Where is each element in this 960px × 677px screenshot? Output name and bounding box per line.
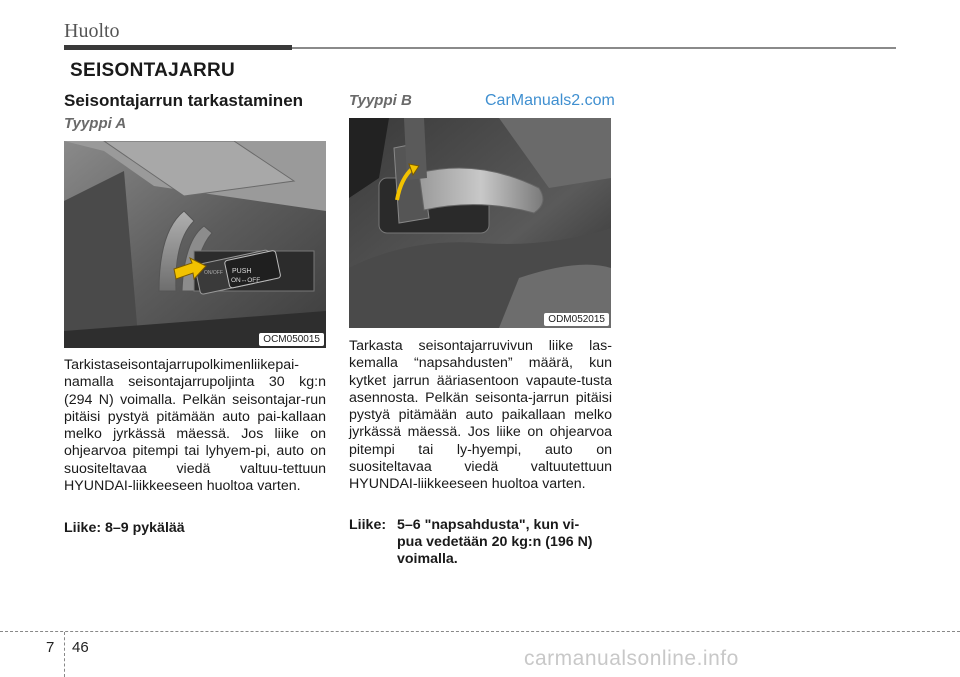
chapter-number: 7 [46,639,55,656]
type-a-label: Tyyppi A [64,115,127,132]
parking-brake-lever-photo [349,118,611,328]
footer-rule [0,631,960,632]
header-rule-dark [64,45,292,50]
right-note-line-3: voimalla. [397,551,458,567]
left-note: Liike: 8–9 pykälää [64,520,185,536]
watermark: CarManuals2.com [485,92,615,109]
page-title: SEISONTAJARRU [70,60,236,81]
image-code-left: OCM050015 [259,333,324,346]
right-note-line-2: pua vedetään 20 kg:n (196 N) [397,534,593,550]
right-paragraph: Tarkasta seisontajarruvivun liike las-kemalla “napsahdusten” määrä, kun kytket jarrun ääriasentoon vapaute-tusta asennosta. Pelkän seisonta-jarrun pitäisi pystyä pitämään auto paikallaan melko jyrkässä mäessä. Jos liike on ohjearvoa pitempi tai ly-hyempi, auto on suositeltavaa viedä valtuutettuun HYUNDAI-liikkeeseen huoltoa varten. [349,338,612,493]
page-number: 46 [72,639,89,656]
section-header: Huolto [64,20,120,42]
header-rule-light [292,47,896,49]
type-b-label: Tyyppi B [349,92,412,109]
pedal-label-onoff: ON↔OFF [231,277,261,284]
left-paragraph: Tarkistaseisontajarrupolkimenliikepai-namalla seisontajarrupoljinta 30 kg:n (294 N) voimalla. Pelkän seisontajar-run pitäisi pystyä pitämään auto pai-kallaan melko jyrkässä mäessä. Jos liike on ohjearvoa pitempi tai lyhyem-pi, auto on suositeltavaa viedä valtuu-tettuun HYUNDAI-liikkeeseen huoltoa varten. [64,357,326,495]
footer-divider [64,632,65,677]
image-code-right: ODM052015 [544,313,609,326]
pedal-label-push: PUSH [232,268,252,275]
right-note-line-1: 5–6 "napsahdusta", kun vi- [397,517,580,533]
pedal-illustration [64,141,326,348]
subheading: Seisontajarrun tarkastaminen [64,91,304,110]
site-watermark: carmanualsonline.info [524,647,739,670]
right-note-label: Liike: [349,517,387,533]
lever-illustration [349,118,611,328]
pedal-label-small: ON/OFF [204,270,223,276]
parking-brake-pedal-photo [64,141,326,348]
